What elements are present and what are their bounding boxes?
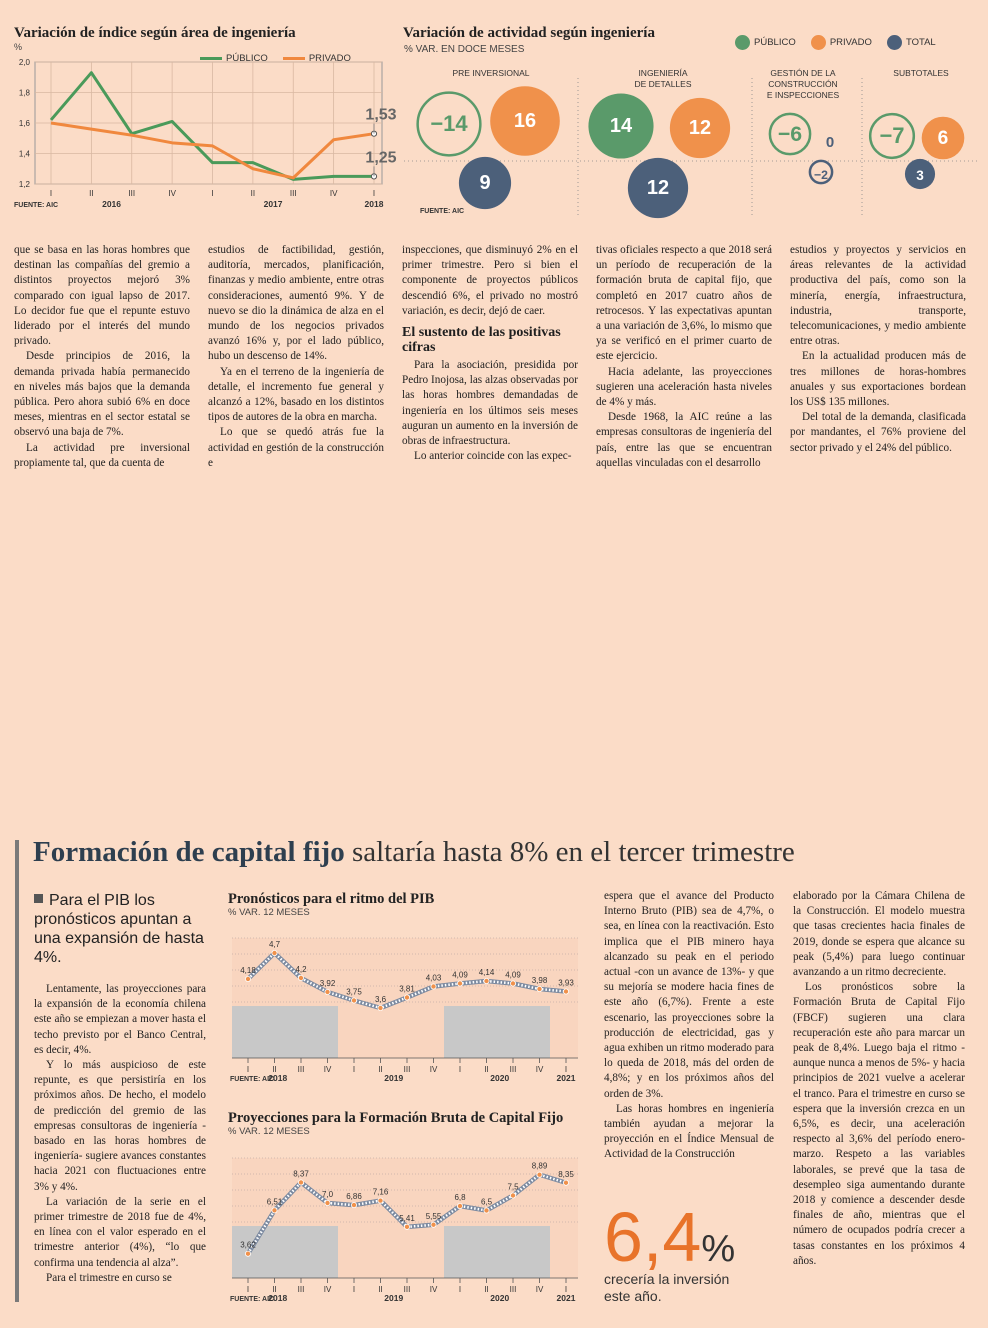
legend-label: PÚBLICO — [754, 37, 796, 48]
year-label: 2021 — [556, 1293, 576, 1303]
data-label: 4,03 — [425, 973, 442, 983]
headline-rest: saltaría hasta 8% en el tercer trimestre — [344, 836, 795, 868]
data-point — [563, 1180, 568, 1185]
data-label: 3,98 — [531, 976, 548, 985]
y-tick-label: 1,8 — [18, 88, 30, 98]
data-label: 3,75 — [346, 987, 362, 997]
chart3-subtitle: % VAR. 12 MESES — [228, 907, 310, 918]
x-tick-label: I — [352, 1065, 356, 1074]
big-number-caption: crecería la inversión este año. — [604, 1271, 730, 1304]
data-point — [325, 989, 330, 994]
legend-label: PÚBLICO — [226, 53, 268, 64]
article-headline — [33, 836, 795, 869]
data-point — [351, 1203, 356, 1208]
chart1-unit: % — [14, 42, 23, 52]
data-point — [245, 976, 250, 981]
data-label: 7,16 — [372, 1187, 389, 1197]
historic-band — [232, 1006, 338, 1058]
bubble-label: −14 — [430, 111, 468, 136]
bubble-label: 12 — [688, 117, 712, 139]
year-label: 2020 — [490, 1073, 510, 1083]
year-label: 2019 — [384, 1073, 404, 1083]
data-label: 4,09 — [452, 970, 468, 980]
year-label: 2019 — [384, 1293, 404, 1303]
year-label: 2016 — [102, 199, 122, 209]
data-label: 5,55 — [425, 1211, 442, 1221]
paragraph: que se basa en las horas hombres que destinan las compañías del gremio a distintos proyectos mejoró 3% comparado con igual lapso de 2017. Lo decidor fue que el repunte estuvo liderado por el interés del mundo privado. — [14, 244, 190, 348]
data-label: 8,89 — [531, 1161, 548, 1171]
top-col-2 — [208, 243, 384, 471]
x-tick-label: IV — [535, 1285, 544, 1294]
data-label: 5,41 — [399, 1213, 415, 1223]
data-point — [457, 981, 462, 986]
paragraph: Los pronósticos sobre la Formación Bruta de Capital Fijo (FBCF) sugieren una clara recuperación este año para marcar un peak de 8,4%. Luego baja el ritmo -aunque nunca a menos de 5%- y hacia principios de 2021 vuelve a acelerar el tranco. Para el trimestre en curso se espera que la inversión crezca en un 6,5%, es decir, una aceleración respecto al 3,6% del período enero-marzo. Respeto a las variables laborales, se prevé que la tasa de desempleo siga aumentando durante 2018 y comience a descender desde finales de año, mientras que el número de ocupados podría crecer a tasas constantes en los próximos 4 años. — [793, 981, 965, 1267]
chart-source: FUENTE: AIC — [230, 1076, 275, 1083]
chart-source: FUENTE: AIC — [420, 208, 465, 215]
paragraph: Hacia adelante, las proyecciones sugieren una aceleración hasta niveles de 4% y más. — [596, 365, 772, 409]
x-tick-label: I — [49, 189, 53, 198]
paragraph: estudios y proyectos y servicios en áreas relevantes de la actividad productiva del país, como son la minería, energía, infraestructura, industria, transporte, telecomunicaciones, y medio ambiente entre otras. — [790, 244, 966, 348]
data-point — [325, 1200, 330, 1205]
x-tick-label: III — [403, 1285, 411, 1294]
x-tick-label: I — [211, 189, 214, 198]
data-label: 8,37 — [293, 1169, 309, 1179]
data-label: 6,8 — [454, 1193, 466, 1202]
x-tick-label: III — [403, 1065, 411, 1074]
historic-band — [444, 1226, 550, 1278]
x-tick-label: I — [246, 1285, 250, 1294]
data-label: 6,51 — [266, 1197, 283, 1207]
data-point — [298, 1180, 303, 1185]
big-number-value: 6,4 — [604, 1198, 702, 1276]
bubble-label: 14 — [609, 115, 633, 137]
data-label: 3,92 — [319, 979, 336, 988]
x-tick-label: I — [246, 1065, 250, 1074]
group-label: E INSPECCIONES — [766, 90, 840, 100]
chart4-plot — [226, 1150, 586, 1308]
x-tick-label: II — [378, 1285, 383, 1294]
data-label: 6,5 — [480, 1197, 493, 1207]
chart2-subtitle: % VAR. EN DOCE MESES — [404, 44, 525, 55]
x-tick-label: IV — [323, 1065, 332, 1074]
data-point — [484, 1208, 489, 1213]
group-label: CONSTRUCCIÓN — [768, 79, 838, 89]
paragraph: Para el trimestre en curso se — [46, 1271, 172, 1284]
group-label: DE DETALLES — [634, 79, 692, 89]
x-tick-label: III — [128, 189, 136, 198]
group-label: GESTIÓN DE LA — [770, 68, 836, 78]
y-tick-label: 1,4 — [18, 149, 30, 159]
x-tick-label: II — [89, 189, 94, 198]
x-tick-label: II — [272, 1065, 277, 1074]
x-tick-label: II — [484, 1065, 489, 1074]
bubble-label: 6 — [937, 128, 949, 149]
data-label: 3,6 — [374, 995, 387, 1004]
data-point — [537, 986, 542, 991]
paragraph: En la actualidad producen más de tres millones de horas-hombres anuales y sus exportaciones bordean los US$ 135 millones. — [790, 350, 966, 409]
data-label: 4,14 — [478, 968, 495, 977]
data-point — [272, 1208, 277, 1213]
x-tick-label: III — [509, 1065, 517, 1074]
year-label: 2020 — [490, 1293, 510, 1303]
paragraph: Lo anterior coincide con las expec- — [414, 450, 572, 463]
article-col-3 — [604, 889, 774, 1163]
y-tick-label: 1,2 — [18, 180, 30, 189]
bubble-label: 9 — [479, 172, 491, 194]
data-label: 7,0 — [321, 1190, 334, 1199]
paragraph: La actividad pre inversional propiamente tal, que da cuenta de — [14, 441, 190, 469]
data-label: 7,5 — [507, 1182, 519, 1192]
bubble-label: 12 — [646, 177, 670, 199]
data-label: 4,2 — [295, 965, 307, 974]
data-point — [484, 978, 489, 983]
y-tick-label: 2,0 — [18, 58, 30, 67]
legend-publico — [735, 35, 796, 50]
x-tick-label: I — [564, 1285, 568, 1294]
data-point — [510, 981, 515, 986]
chart4-subtitle: % VAR. 12 MESES — [228, 1126, 310, 1137]
x-tick-label: IV — [168, 189, 176, 198]
data-label: 8,35 — [558, 1169, 574, 1179]
data-point — [404, 995, 409, 1000]
top-col-4 — [596, 243, 772, 471]
chart1-title: Variación de índice según área de ingeniería — [14, 25, 296, 41]
end-label: 1,25 — [365, 149, 397, 167]
data-label: 4,09 — [505, 970, 521, 980]
data-label: 3,62 — [240, 1240, 256, 1250]
x-tick-label: III — [297, 1285, 305, 1294]
legend-label: PRIVADO — [308, 53, 351, 64]
group-label: INGENIERÍA — [638, 68, 688, 78]
year-label: 2017 — [263, 199, 283, 209]
paragraph: elaborado por la Cámara Chilena de la Construcción. El modelo muestra que tasas crecientes hacia finales de 2019, donde se espera que alcance su peak (5,4%) para luego continuar avanzando a un ritmo decreciente. — [793, 890, 965, 979]
bubble-label: −2 — [813, 168, 829, 182]
legend-label: PRIVADO — [829, 37, 872, 48]
paragraph: Para la asociación, presidida por Pedro Inojosa, las alzas observadas por las horas hombres demandadas de ingeniería en los últimos seis meses auguran un aumento en la inversión de obras de infraestructura. — [402, 359, 578, 448]
chart3-title: Pronósticos para el ritmo del PIB — [228, 891, 435, 907]
chart2-title: Variación de actividad según ingeniería — [403, 25, 655, 41]
data-point — [510, 1193, 515, 1198]
paragraph: Del total de la demanda, clasificada por mandantes, el 76% proviene del sector privado y el 24% del público. — [790, 411, 966, 454]
data-point — [272, 950, 277, 955]
group-label: PRE INVERSIONAL — [452, 68, 530, 78]
bubble-label: −7 — [879, 123, 905, 148]
article-col-1 — [34, 982, 206, 1286]
paragraph: La variación de la serie en el primer trimestre de 2018 fue de 4%, en línea con el valor esperado en el trimestre anterior (4%), “lo que confirma una tendencia al alza”. — [34, 1195, 206, 1269]
x-tick-label: IV — [429, 1065, 438, 1074]
x-tick-label: IV — [429, 1285, 438, 1294]
top-col-5 — [790, 243, 966, 456]
lead-text: Para el PIB los pronósticos apuntan a una expansión de hasta 4%. — [34, 892, 204, 966]
bubble-label: −6 — [777, 122, 803, 146]
x-tick-label: I — [458, 1065, 462, 1074]
data-point — [378, 1005, 383, 1010]
article-lead — [34, 891, 204, 967]
paragraph: Lo que se quedó atrás fue la actividad en gestión de la construcción e — [208, 426, 384, 469]
chart3-plot — [226, 930, 586, 1088]
end-label: 1,53 — [365, 106, 397, 124]
data-point — [245, 1251, 250, 1256]
chart2-legend — [725, 35, 936, 54]
bubble-label: 16 — [513, 110, 537, 132]
data-point — [298, 975, 303, 980]
x-tick-label: I — [458, 1285, 462, 1294]
year-label: 2018 — [268, 1293, 288, 1303]
article-col-4 — [793, 889, 965, 1269]
paragraph: Y lo más auspicioso de este repunte, es que persistiría en los próximos años. De hecho, el modelo de predicción del gremio de las empresas consultoras de ingeniería -basado en las horas hombres de ingeniería- sugiere avances constantes hacia 2021 con fluctuaciones entre 3% y 4%. — [34, 1059, 206, 1193]
data-label: 3,81 — [399, 984, 415, 994]
data-point — [351, 998, 356, 1003]
big-number-unit: % — [701, 1228, 736, 1270]
paragraph: tivas oficiales respecto a que 2018 será un período de recuperación de la formación bruta de capital fijo, que completó en 2017 cuatro años de retrocesos. Y las expectativas apuntan a una variación de 3,6%, lo mismo que ya se verificó en el primer cuarto de este ejercicio. — [596, 244, 772, 363]
data-point — [431, 984, 436, 989]
data-point — [537, 1172, 542, 1177]
x-tick-label: II — [250, 189, 256, 198]
headline-rule — [15, 840, 19, 1302]
subheading: El sustento de las positivas cifras — [402, 325, 561, 356]
chart-source: FUENTE: AIC — [230, 1296, 275, 1303]
legend-label: TOTAL — [905, 37, 936, 48]
year-label: 2021 — [556, 1073, 576, 1083]
data-point — [404, 1224, 409, 1229]
chart-source: FUENTE: AIC — [14, 202, 59, 209]
data-label: 6,86 — [346, 1192, 362, 1202]
paragraph: Desde principios de 2016, la demanda privada había permanecido en niveles más bajos que la demanda pública. Pero ahora subió 6% en doce meses, mientras en el sector estatal se observó una baja de 7%. — [14, 350, 190, 439]
x-tick-label: III — [509, 1285, 517, 1294]
x-tick-label: II — [378, 1065, 383, 1074]
data-label: 4,7 — [268, 940, 281, 949]
legend-total — [887, 35, 936, 50]
chart2-plot — [400, 58, 985, 220]
historic-band — [444, 1006, 550, 1058]
data-point — [431, 1222, 436, 1227]
data-point — [378, 1198, 383, 1203]
year-label: 2018 — [364, 199, 384, 209]
year-label: 2018 — [268, 1073, 288, 1083]
data-label: 4,18 — [240, 966, 256, 975]
y-tick-label: 1,6 — [18, 119, 30, 128]
chart4-title: Proyecciones para la Formación Bruta de Capital Fijo — [228, 1110, 564, 1126]
paragraph: Lentamente, las proyecciones para la expansión de la economía chilena este año se empiezan a mover hasta el techo previsto por el Banco Central, es decir, 4%. — [34, 983, 206, 1056]
x-tick-label: I — [372, 189, 376, 198]
bullet-square-icon — [34, 894, 43, 903]
x-tick-label: IV — [323, 1285, 332, 1294]
top-col-1 — [14, 243, 190, 471]
chart1-plot — [10, 56, 397, 216]
group-label: SUBTOTALES — [893, 68, 949, 78]
paragraph: Desde 1968, la AIC reúne a las empresas consultoras de ingeniería del país, entre las que se encuentran aquellas vinculadas con el desarrollo — [596, 411, 772, 469]
x-tick-label: IV — [329, 189, 338, 198]
paragraph: Las horas hombres en ingeniería también ayudan a mejorar la proyección en el Índice Mensual de Actividad de la Construcción — [604, 1102, 774, 1161]
x-tick-label: I — [352, 1285, 356, 1294]
paragraph: espera que el avance del Producto Interno Bruto (PIB) sea de 4,7%, o sea, en línea con la reactivación. Esto implica que el PIB minero haya alcanzado su peak en el periodo actual -con un avance de 13%- y que su mejoría se modere hacia fines de este año (6,7%). Frente a este escenario, las proyecciones sobre la producción de electricidad, gas y agua exhiben un ritmo moderado para lo queda de 2018, más del orden de 4,8%; y en los próximos años del orden de 3%. — [604, 890, 774, 1100]
headline-bold: Formación de capital fijo — [33, 836, 345, 868]
legend-privado — [811, 35, 872, 50]
paragraph: estudios de factibilidad, gestión, auditoría, mercados, planificación, finanzas y medio ambiente, entre otras consideraciones, aumentó 9%. Y de nuevo se dio la dinámica de alza en el mundo de los negocios privados avanzó 16% y, por el lado público, hubo un descenso de 14%. — [208, 244, 384, 363]
x-tick-label: I — [564, 1065, 568, 1074]
data-label: 3,93 — [558, 978, 574, 988]
bubble-label: 0 — [825, 134, 835, 151]
x-tick-label: IV — [535, 1065, 544, 1074]
top-col-3 — [402, 243, 578, 464]
data-point — [457, 1203, 462, 1208]
paragraph: inspecciones, que disminuyó 2% en el primer trimestre. Pero si bien el componente de proyectos públicos descendió 6%, el privado no mostró variación, es decir, dejó de caer. — [402, 244, 578, 317]
x-tick-label: II — [484, 1285, 489, 1294]
x-tick-label: III — [289, 189, 297, 198]
x-tick-label: II — [272, 1285, 277, 1294]
x-tick-label: III — [297, 1065, 305, 1074]
data-point — [563, 989, 568, 994]
bubble-label: 3 — [916, 168, 924, 183]
paragraph: Ya en el terreno de la ingeniería de detalle, el incremento fue general y alcanzó a 12%, basado en los distintos tipos de autores de la obra en marcha. — [208, 365, 384, 424]
